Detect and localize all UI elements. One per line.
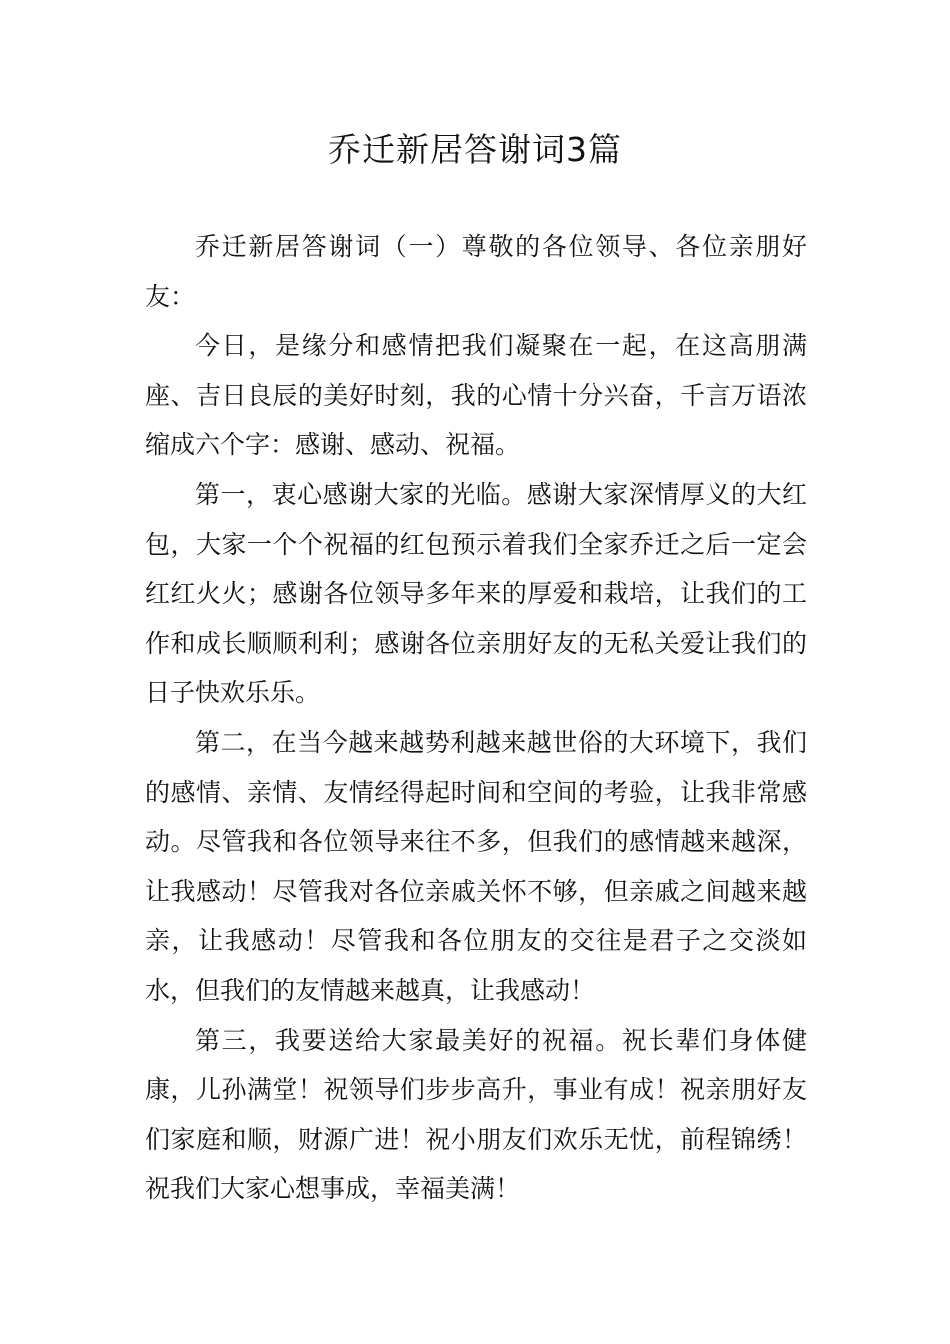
document-title: 乔迁新居答谢词3篇 — [328, 130, 622, 169]
paragraph-first-thanks: 第一，衷心感谢大家的光临。感谢大家深情厚义的大红包，大家一个个祝福的红包预示着我们全家乔迁之后一定会红红火火；感谢各位领导多年来的厚爱和栽培，让我们的工作和成长顺顺利利；感谢各位亲朋好友的无私关爱让我们的日子快欢乐乐。 — [145, 479, 807, 708]
paragraph-intro: 今日，是缘分和感情把我们凝聚在一起，在这高朋满座、吉日良辰的美好时刻，我的心情十分兴奋，千言万语浓缩成六个字：感谢、感动、祝福。 — [145, 331, 807, 460]
document-body — [145, 222, 807, 1214]
paragraph-third-blessing: 第三，我要送给大家最美好的祝福。祝长辈们身体健康，儿孙满堂！祝领导们步步高升，事业有成！祝亲朋好友们家庭和顺，财源广进！祝小朋友们欢乐无忧，前程锦绣！祝我们大家心想事成，幸福美满！ — [145, 1025, 807, 1204]
paragraph-greeting: 乔迁新居答谢词（一）尊敬的各位领导、各位亲朋好友： — [145, 232, 807, 311]
paragraph-second-moved: 第二，在当今越来越势利越来越世俗的大环境下，我们的感情、亲情、友情经得起时间和空间的考验，让我非常感动。尽管我和各位领导来往不多，但我们的感情越来越深，让我感动！尽管我对各位亲戚关怀不够，但亲戚之间越来越亲，让我感动！尽管我和各位朋友的交往是君子之交淡如水，但我们的友情越来越真，让我感动！ — [145, 727, 807, 1005]
